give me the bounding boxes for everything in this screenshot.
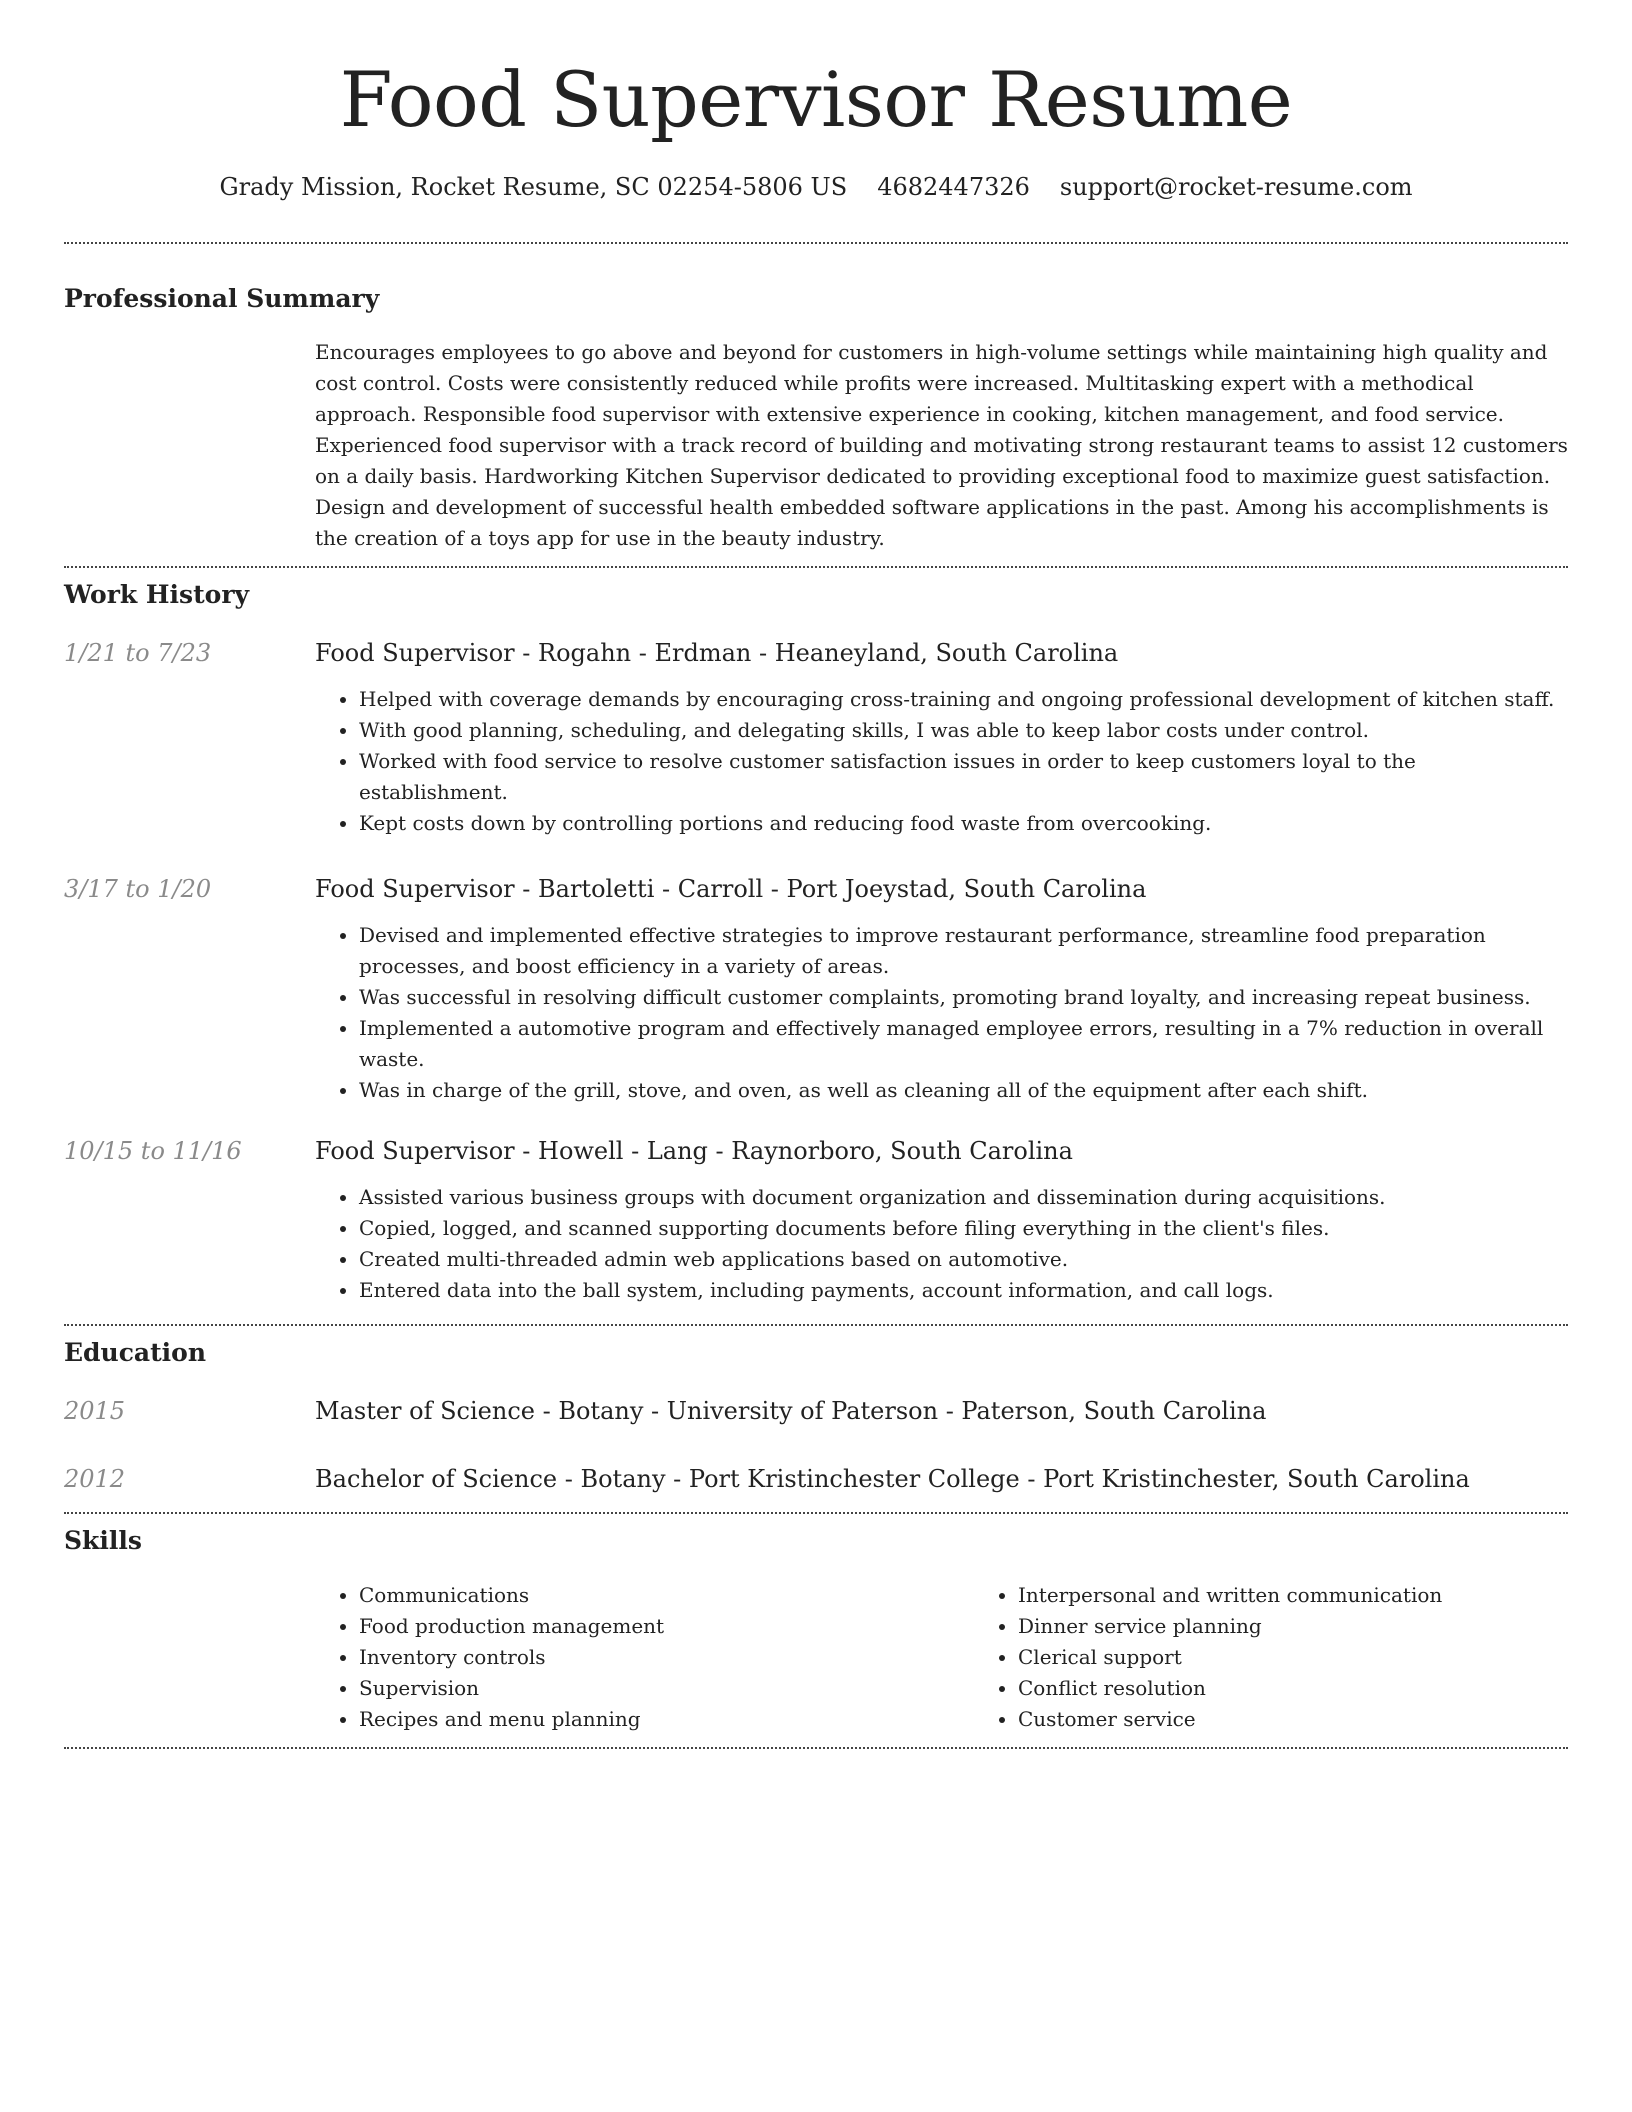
job-bullet: • Kept costs down by controlling portions and reducing food waste from overcooking. (359, 808, 1568, 839)
education-heading: Education (64, 1338, 207, 1367)
contact-email[interactable]: support@rocket-resume.com (1059, 173, 1413, 201)
skill-item: • Recipes and menu planning (359, 1704, 974, 1735)
job-bullet: • With good planning, scheduling, and delegating skills, I was able to keep labor costs under control. (359, 715, 1568, 746)
job-bullet: • Was in charge of the grill, stove, and oven, as well as cleaning all of the equipment after each shift. (359, 1075, 1568, 1106)
summary-text: Encourages employees to go above and beyond for customers in high-volume settings while maintaining high quality and cost control. Costs were consistently reduced while profits were increased. Multitasking expert with a methodical approach. Responsible food supervisor with extensive experience in cooking, kitchen management, and food service. Experienced food supervisor with a track record of building and motivating strong restaurant teams to assist 12 customers on a daily basis. Hardworking Kitchen Supervisor dedicated to providing exceptional food to maximize guest satisfaction. Design and development of successful health embedded software applications in the past. Among his accomplishments is the creation of a toys app for use in the beauty industry. (315, 340, 1568, 550)
skills-list-left (315, 1580, 974, 1735)
job-entry (64, 1136, 1568, 1306)
summary-heading: Professional Summary (64, 284, 380, 313)
contact-phone: 4682447326 (877, 173, 1030, 201)
job-bullet: • Assisted various business groups with document organization and dissemination during acquisitions. (359, 1182, 1568, 1213)
resume-title: Food Supervisor Resume (339, 55, 1293, 144)
summary-section (64, 284, 1568, 554)
header-divider (64, 242, 1568, 244)
job-entry (64, 638, 1568, 839)
skill-item: • Conflict resolution (1018, 1673, 1632, 1704)
job-bullet: • Created multi-threaded admin web applications based on automotive. (359, 1244, 1568, 1275)
education-section (64, 1338, 1568, 1494)
job-bullet: • Entered data into the ball system, including payments, account information, and call logs. (359, 1275, 1568, 1306)
skill-item: • Dinner service planning (1018, 1611, 1632, 1642)
job-dates: 3/17 to 1/20 (64, 875, 212, 903)
job-bullet: • Copied, logged, and scanned supporting documents before filing everything in the client's files. (359, 1213, 1568, 1244)
work-history-section (64, 580, 1568, 1306)
job-bullet: • Helped with coverage demands by encouraging cross-training and ongoing professional development of kitchen staff. (359, 684, 1568, 715)
skill-item: • Communications (359, 1580, 974, 1611)
work-history-heading: Work History (64, 580, 250, 609)
skill-item: • Interpersonal and written communication (1018, 1580, 1632, 1611)
job-entry (64, 874, 1568, 1106)
education-divider (64, 1512, 1568, 1514)
skills-heading: Skills (64, 1526, 142, 1555)
job-title: Food Supervisor - Howell - Lang - Raynorboro, South Carolina (315, 1137, 1073, 1165)
skill-item: • Inventory controls (359, 1642, 974, 1673)
job-bullets (315, 920, 1568, 1106)
skills-list-right (974, 1580, 1632, 1735)
skill-item: • Clerical support (1018, 1642, 1632, 1673)
education-year: 2015 (64, 1397, 126, 1425)
job-bullets (315, 1182, 1568, 1306)
skills-columns (315, 1580, 1632, 1735)
skill-item: • Food production management (359, 1611, 974, 1642)
job-bullet: • Implemented a automotive program and effectively managed employee errors, resulting in a 7% reduction in overall waste. (359, 1013, 1568, 1075)
job-title: Food Supervisor - Bartoletti - Carroll - Port Joeystad, South Carolina (315, 875, 1147, 903)
skill-item: • Customer service (1018, 1704, 1632, 1735)
contact-line (64, 172, 1568, 202)
job-dates: 10/15 to 11/16 (64, 1137, 242, 1165)
job-bullet: • Was successful in resolving difficult customer complaints, promoting brand loyalty, and increasing repeat business. (359, 982, 1568, 1013)
education-title: Bachelor of Science - Botany - Port Kristinchester College - Port Kristinchester, South Carolina (315, 1465, 1470, 1493)
summary-divider (64, 566, 1568, 568)
job-bullets (315, 684, 1568, 839)
skills-section (64, 1526, 1568, 1735)
education-entry (64, 1396, 1568, 1426)
job-bullet: • Devised and implemented effective strategies to improve restaurant performance, streamline food preparation processes, and boost efficiency in a variety of areas. (359, 920, 1568, 982)
education-year: 2012 (64, 1465, 126, 1493)
job-title: Food Supervisor - Rogahn - Erdman - Heaneyland, South Carolina (315, 639, 1119, 667)
work-history-divider (64, 1324, 1568, 1326)
job-dates: 1/21 to 7/23 (64, 639, 212, 667)
job-bullet: • Worked with food service to resolve customer satisfaction issues in order to keep customers loyal to the establishment. (359, 746, 1568, 808)
skills-divider (64, 1747, 1568, 1749)
contact-address: Grady Mission, Rocket Resume, SC 02254-5806 US (219, 173, 848, 201)
education-entry (64, 1464, 1568, 1494)
education-title: Master of Science - Botany - University of Paterson - Paterson, South Carolina (315, 1397, 1267, 1425)
skill-item: • Supervision (359, 1673, 974, 1704)
